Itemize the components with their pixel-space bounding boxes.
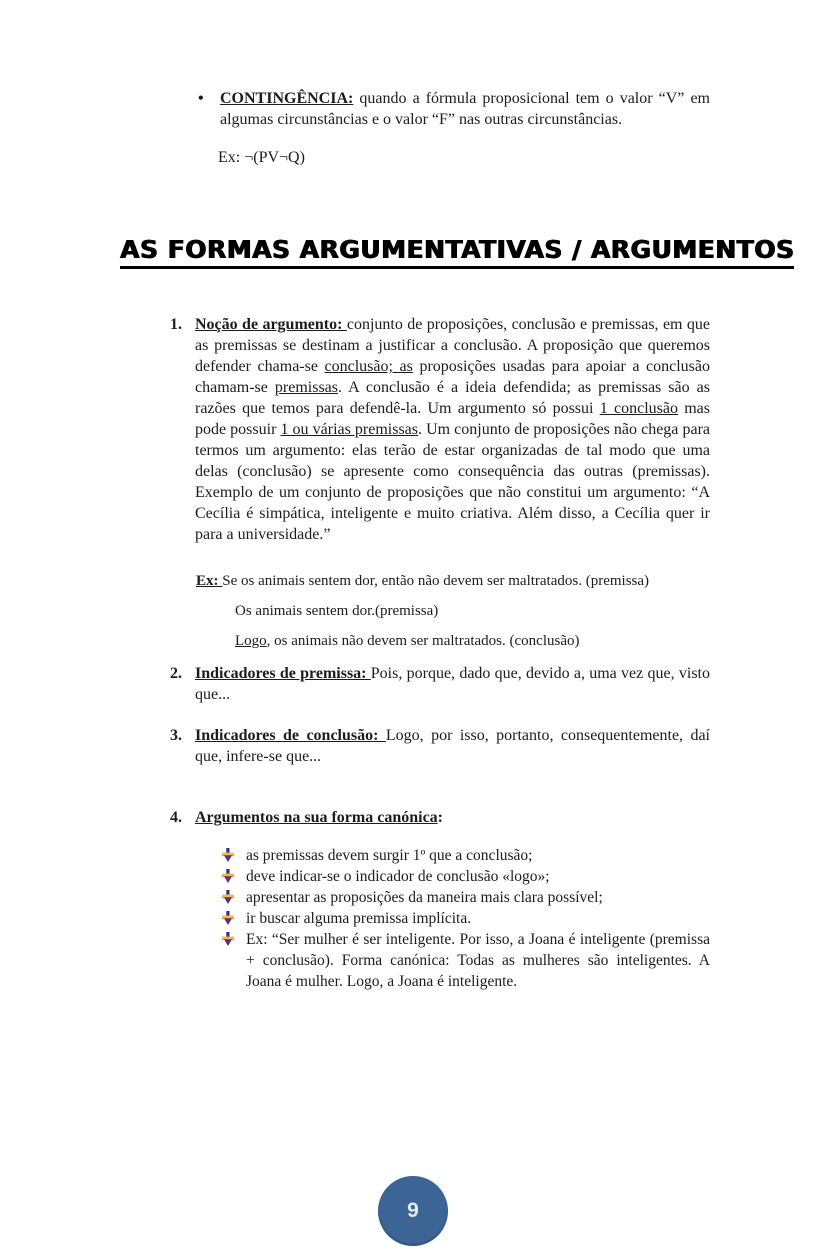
item-text: conjunto de proposições, conclusão e premissas, em que as premissas se destinam a justificar a conclusão. A proposição que queremos defender chama-se: [195, 316, 710, 375]
down-arrow-bullet-icon: [221, 911, 235, 926]
contingency-formula-example: Ex: ¬(PV¬Q): [218, 149, 305, 166]
rule-text: as premissas devem surgir 1º que a conclusão;: [246, 847, 533, 864]
example-premise-1: [196, 571, 748, 592]
example-text: , os animais não devem ser maltratados. (conclusão): [266, 633, 580, 649]
heading-colon: :: [437, 809, 443, 826]
document-page: [0, 88, 828, 1259]
item-number: 4.: [170, 809, 182, 826]
underlined-phrase: conclusão; as: [324, 358, 413, 375]
list-item-forma-canonica: [170, 807, 710, 828]
underlined-phrase: Logo: [235, 633, 267, 649]
argument-example-block: [196, 571, 748, 652]
example-label: Ex:: [196, 573, 223, 589]
item-text: Logo, por isso, portanto, consequentemente, daí que, infere-se que...: [195, 727, 711, 765]
list-item-indicadores-premissa: [170, 663, 710, 705]
item-number: 2.: [170, 665, 182, 682]
down-arrow-bullet-icon: [221, 869, 235, 884]
item-heading: Noção de argumento:: [195, 316, 347, 333]
section-title: AS FORMAS ARGUMENTATIVAS / ARGUMENTOS: [120, 236, 794, 269]
list-item: [221, 908, 710, 929]
underlined-phrase: 1 ou várias premissas: [280, 421, 419, 438]
item-text: . Um conjunto de proposições não chega para termos um argumento: elas terão de estar organizadas de tal modo que uma delas (conclusão) se apresente como consequência das outras (premissas). Exemplo de um conjunto de proposições que não constitui um argumento: “A Cecília é simpática, inteligente e muito criativa. Além disso, a Cecília quer ir para a universidade.”: [195, 421, 710, 543]
item-text: mas pode possuir: [195, 400, 710, 438]
list-item: [221, 845, 710, 866]
contingency-text: quando a fórmula proposicional tem o valor “V” em algumas circunstâncias e o valor “F” nas outras circunstâncias.: [220, 90, 710, 128]
item-heading: Indicadores de conclusão:: [195, 727, 386, 744]
underlined-phrase: 1 conclusão: [599, 400, 678, 417]
underlined-phrase: premissas: [274, 379, 338, 396]
item-text: Pois, porque, dado que, devido a, uma vez que, visto que...: [195, 665, 710, 703]
list-item: [221, 929, 710, 992]
item-number: 1.: [170, 316, 182, 333]
item-number: 3.: [170, 727, 182, 744]
example-text: Se os animais sentem dor, então não devem ser maltratados. (premissa): [222, 573, 650, 589]
list-item: [221, 887, 710, 908]
down-arrow-bullet-icon: [221, 932, 235, 947]
contingency-term: CONTINGÊNCIA:: [220, 90, 354, 107]
item-heading: Argumentos na sua forma canónica: [195, 809, 438, 826]
rule-text: apresentar as proposições da maneira mais clara possível;: [246, 889, 603, 906]
rule-text: ir buscar alguma premissa implícita.: [246, 910, 472, 927]
example-conclusion: [235, 631, 748, 652]
list-item-indicadores-conclusao: [170, 725, 710, 767]
contingency-definition: [196, 88, 710, 130]
bullet-dot-icon: •: [198, 90, 204, 107]
down-arrow-bullet-icon: [221, 890, 235, 905]
item-text: proposições usadas para apoiar a conclusão chamam-se: [195, 358, 710, 396]
list-item: [221, 866, 710, 887]
list-item-nocao-de-argumento: [170, 314, 710, 545]
canonical-form-rules-list: [221, 845, 710, 992]
rule-text: Ex: “Ser mulher é ser inteligente. Por isso, a Joana é inteligente (premissa + conclusão). Forma canónica: Todas as mulheres são inteligentes. A Joana é mulher. Logo, a Joana é inteligente.: [246, 931, 710, 990]
rule-text: deve indicar-se o indicador de conclusão «logo»;: [246, 868, 550, 885]
page-number: 9: [407, 1199, 419, 1222]
item-text: . A conclusão é a ideia defendida; as premissas são as razões que temos para defendê-la. Um argumento só possui: [195, 379, 710, 417]
item-heading: Indicadores de premissa:: [195, 665, 371, 682]
example-premise-2: Os animais sentem dor.(premissa): [235, 603, 439, 619]
down-arrow-bullet-icon: [221, 848, 235, 863]
page-number-badge: [378, 1176, 448, 1246]
